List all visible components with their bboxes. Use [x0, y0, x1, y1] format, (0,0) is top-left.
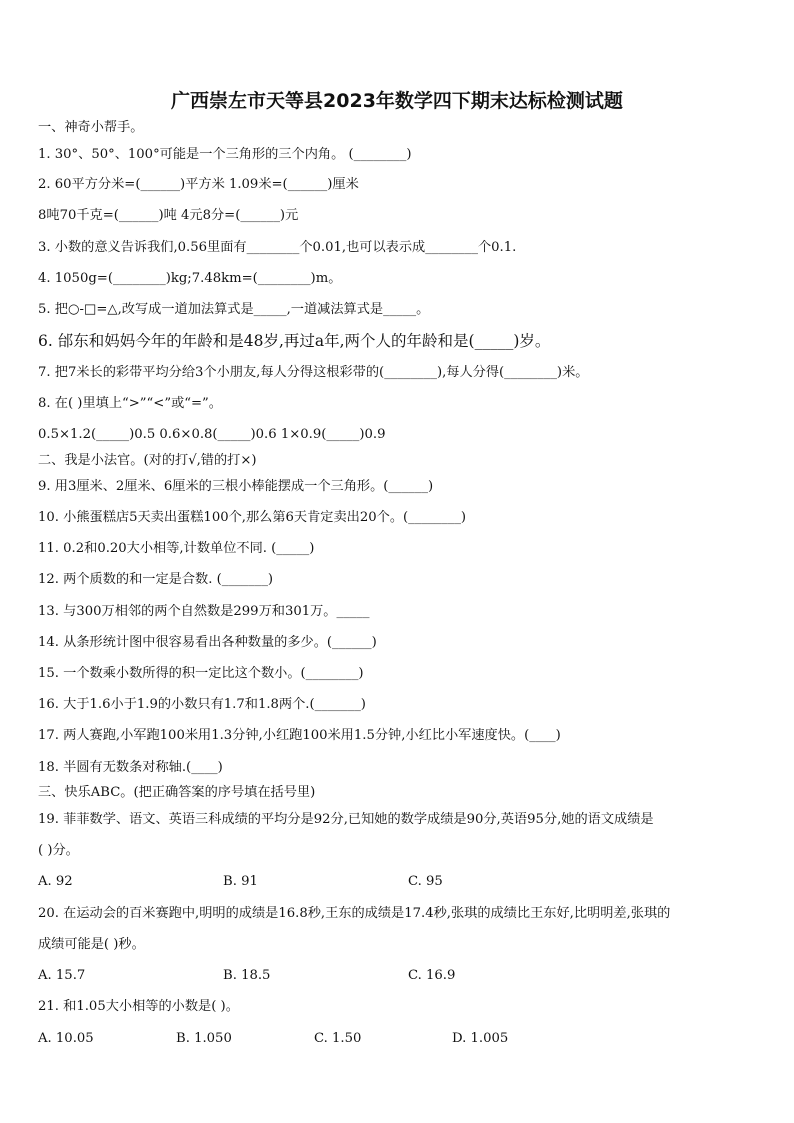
question-10: 10. 小熊蛋糕店5天卖出蛋糕100个,那么第6天肯定卖出20个。(________)	[38, 510, 467, 525]
question-15: 15. 一个数乘小数所得的积一定比这个数小。(________)	[38, 666, 364, 681]
option-a: A. 15.7	[38, 968, 86, 983]
section-heading-3: 三、快乐ABC。(把正确答案的序号填在括号里)	[38, 785, 316, 800]
question-14: 14. 从条形统计图中很容易看出各种数量的多少。(______)	[38, 635, 377, 650]
option-c: C. 16.9	[408, 968, 456, 983]
page-title: 广西崇左市天等县2023年数学四下期末达标检测试题	[171, 90, 623, 112]
question-4: 4. 1050g=(________)kg;7.48km=(________)m。	[38, 271, 342, 286]
option-a: A. 10.05	[38, 1031, 94, 1046]
option-a: A. 92	[38, 874, 73, 889]
question-19-continued: ( )分。	[38, 843, 79, 858]
section-heading-2: 二、我是小法官。(对的打√,错的打×)	[38, 453, 257, 468]
question-2: 2. 60平方分米=(______)平方米 1.09米=(______)厘米	[38, 177, 359, 192]
question-20: 20. 在运动会的百米赛跑中,明明的成绩是16.8秒,王东的成绩是17.4秒,张琪的成绩比王东好,比明明差,张琪的	[38, 906, 671, 921]
option-b: B. 18.5	[223, 968, 271, 983]
option-c: C. 1.50	[314, 1031, 362, 1046]
option-b: B. 91	[223, 874, 258, 889]
question-7: 7. 把7米长的彩带平均分给3个小朋友,每人分得这根彩带的(________),每人分得(________)米。	[38, 365, 589, 380]
question-18: 18. 半圆有无数条对称轴.(____)	[38, 760, 223, 775]
question-3: 3. 小数的意义告诉我们,0.56里面有________个0.01,也可以表示成________个0.1.	[38, 240, 517, 255]
question-8: 8. 在( )里填上“>”“<”或“=”。	[38, 396, 222, 411]
question-12: 12. 两个质数的和一定是合数. (_______)	[38, 572, 274, 587]
question-13: 13. 与300万相邻的两个自然数是299万和301万。_____	[38, 604, 370, 619]
question-21-options	[38, 1031, 508, 1047]
option-d: D. 1.005	[452, 1031, 509, 1046]
question-8-continued: 0.5×1.2(_____)0.5 0.6×0.8(_____)0.6 1×0.9(_____)0.9	[38, 427, 386, 442]
question-11: 11. 0.2和0.20大小相等,计数单位不同. (_____)	[38, 541, 315, 556]
option-c: C. 95	[408, 874, 443, 889]
question-9: 9. 用3厘米、2厘米、6厘米的三根小棒能摆成一个三角形。(______)	[38, 479, 434, 494]
question-20-continued: 成绩可能是( )秒。	[38, 937, 145, 952]
question-17: 17. 两人赛跑,小军跑100米用1.3分钟,小红跑100米用1.5分钟,小红比小军速度快。(____)	[38, 728, 561, 743]
question-19-options	[38, 874, 443, 890]
question-16: 16. 大于1.6小于1.9的小数只有1.7和1.8两个.(_______)	[38, 697, 366, 712]
question-6: 6. 邰东和妈妈今年的年龄和是48岁,再过a年,两个人的年龄和是(_____)岁。	[38, 332, 551, 350]
section-heading-1: 一、神奇小帮手。	[38, 120, 144, 135]
option-b: B. 1.050	[176, 1031, 232, 1046]
question-5: 5. 把○-□=△,改写成一道加法算式是_____,一道减法算式是_____。	[38, 302, 430, 317]
question-1: 1. 30°、50°、100°可能是一个三角形的三个内角。 (________)	[38, 147, 412, 162]
question-19: 19. 菲菲数学、语文、英语三科成绩的平均分是92分,已知她的数学成绩是90分,英语95分,她的语文成绩是	[38, 812, 654, 827]
question-20-options	[38, 968, 455, 984]
question-2-continued: 8吨70千克=(______)吨 4元8分=(______)元	[38, 208, 299, 223]
question-21: 21. 和1.05大小相等的小数是( )。	[38, 999, 239, 1014]
